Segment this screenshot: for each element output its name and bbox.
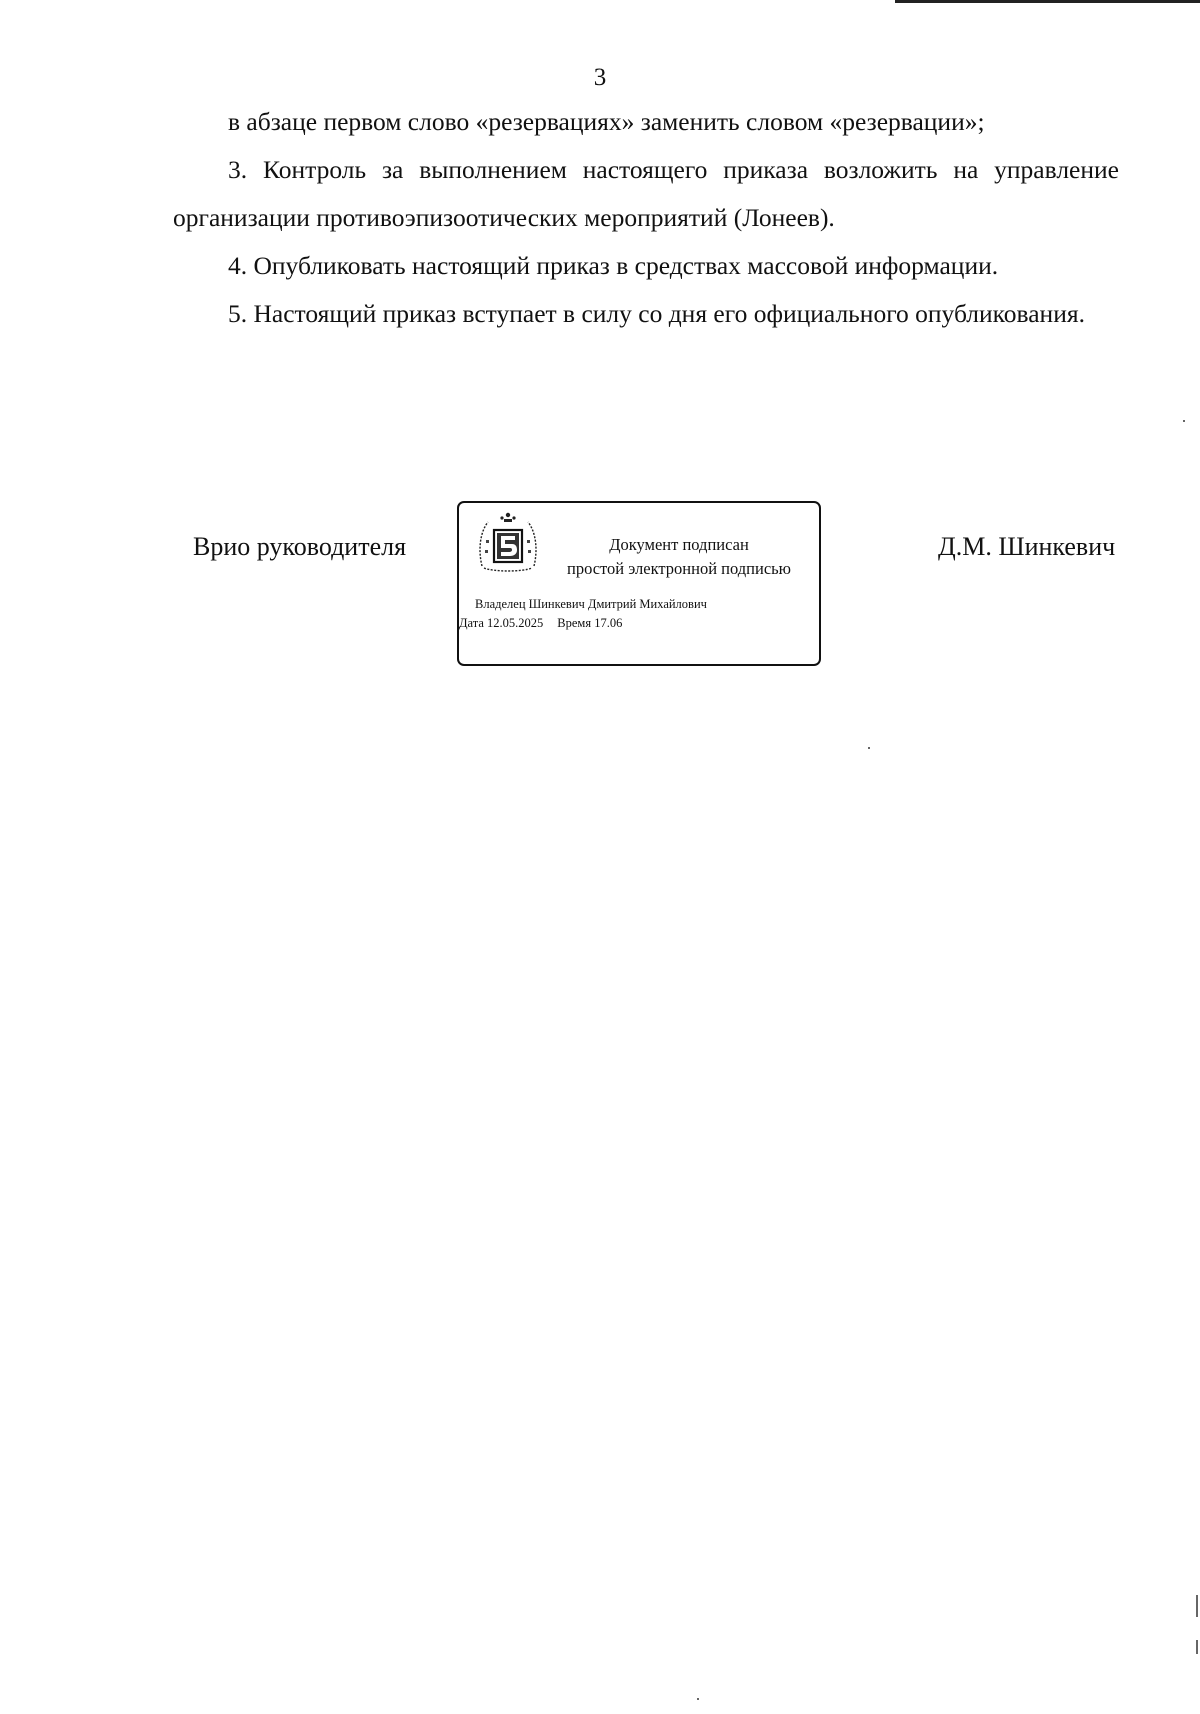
signatory-position: Врио руководителя — [193, 532, 407, 561]
scan-speck — [868, 747, 870, 749]
electronic-signature-stamp — [457, 501, 821, 666]
stamp-title-line-2: простой электронной подписью — [566, 559, 791, 578]
signatory-name: Д.М. Шинкевич — [938, 532, 1116, 561]
stamp-date: Дата 12.05.2025 — [459, 616, 544, 630]
paragraph-effective-date: 5. Настоящий приказ вступает в силу со дня его официального опубликования. — [228, 299, 1085, 328]
stamp-time: Время 17.06 — [557, 616, 623, 630]
stamp-details — [459, 595, 707, 633]
stamp-owner: Владелец Шинкевич Дмитрий Михайлович — [475, 597, 707, 611]
scan-speck — [1196, 1595, 1198, 1617]
paragraph-amendment: в абзаце первом слово «резервациях» заменить словом «резервации»; — [228, 107, 985, 136]
scan-speck — [697, 1698, 699, 1700]
order-text — [173, 98, 1119, 338]
scan-speck — [1196, 1640, 1198, 1654]
stamp-title — [544, 533, 814, 581]
paragraph-control: 3. Контроль за выполнением настоящего приказа возложить на управление организации противоэпизоотических мероприятий (Лонеев). — [173, 155, 1119, 232]
page-number: 3 — [593, 64, 607, 91]
top-edge-line — [895, 0, 1200, 3]
scan-speck — [1183, 420, 1185, 422]
stamp-date-time-row — [459, 614, 707, 633]
coat-of-arms-emblem-icon — [476, 510, 540, 576]
paragraph-publish: 4. Опубликовать настоящий приказ в средствах массовой информации. — [228, 251, 999, 280]
stamp-title-line-1: Документ подписан — [609, 535, 749, 554]
